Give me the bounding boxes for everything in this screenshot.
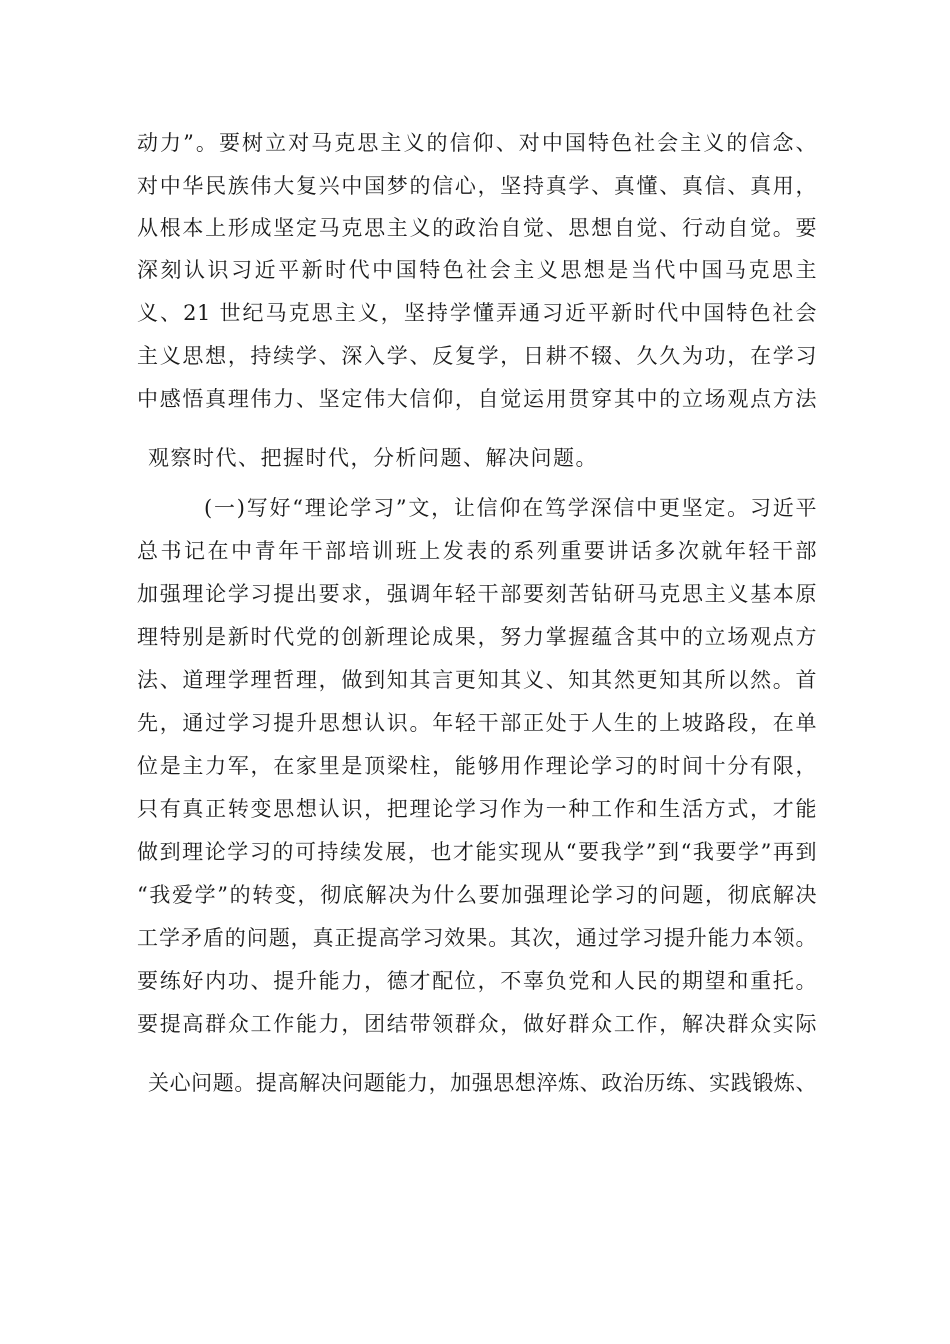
text-line-last: 观察时代、把握时代，分析问题、解决问题。 — [148, 446, 598, 470]
text-line: 主义思想，持续学、深入学、反复学，日耕不辍、久久为功，在学习 — [137, 344, 817, 368]
text-line: 加强理论学习提出要求，强调年轻干部要刻苦钻研马克思主义基本原 — [137, 582, 817, 606]
text-line: 中感悟真理伟力、坚定伟大信仰，自觉运用贯穿其中的立场观点方法 — [137, 387, 817, 411]
text-line: 只有真正转变思想认识，把理论学习作为一种工作和生活方式，才能 — [137, 797, 817, 821]
text-line: 动力”。要树立对马克思主义的信仰、对中国特色社会主义的信念、 — [137, 131, 817, 155]
text-line: 对中华民族伟大复兴中国梦的信心，坚持真学、真懂、真信、真用， — [137, 174, 817, 198]
text-line: 位是主力军，在家里是顶梁柱，能够用作理论学习的时间十分有限， — [137, 754, 817, 778]
text-line: 深刻认识习近平新时代中国特色社会主义思想是当代中国马克思主 — [137, 258, 817, 282]
text-line: 法、道理学理哲理，做到知其言更知其义、知其然更知其所以然。首 — [137, 668, 817, 692]
section-heading-line: (一)写好“理论学习”文，让信仰在笃学深信中更坚定。习近平 — [204, 496, 817, 520]
text-line: 要提高群众工作能力，团结带领群众，做好群众工作，解决群众实际 — [137, 1012, 817, 1036]
text-line: 做到理论学习的可持续发展，也才能实现从“要我学”到“我要学”再到 — [137, 840, 817, 864]
text-line: 理特别是新时代党的创新理论成果，努力掌握蕴含其中的立场观点方 — [137, 625, 817, 649]
text-line: 义、21 世纪马克思主义，坚持学懂弄通习近平新时代中国特色社会 — [137, 301, 817, 325]
text-line: 从根本上形成坚定马克思主义的政治自觉、思想自觉、行动自觉。要 — [137, 216, 817, 240]
text-line: 总书记在中青年干部培训班上发表的系列重要讲话多次就年轻干部 — [137, 539, 817, 563]
text-line: 先，通过学习提升思想认识。年轻干部正处于人生的上坡路段，在单 — [137, 711, 817, 735]
text-line: 工学矛盾的问题，真正提高学习效果。其次，通过学习提升能力本领。 — [137, 926, 817, 950]
text-line: 要练好内功、提升能力，德才配位，不辜负党和人民的期望和重托。 — [137, 969, 817, 993]
text-line: 关心问题。提高解决问题能力，加强思想淬炼、政治历练、实践锻炼、 — [148, 1071, 817, 1095]
text-line: “我爱学”的转变，彻底解决为什么要加强理论学习的问题，彻底解决 — [137, 883, 817, 907]
